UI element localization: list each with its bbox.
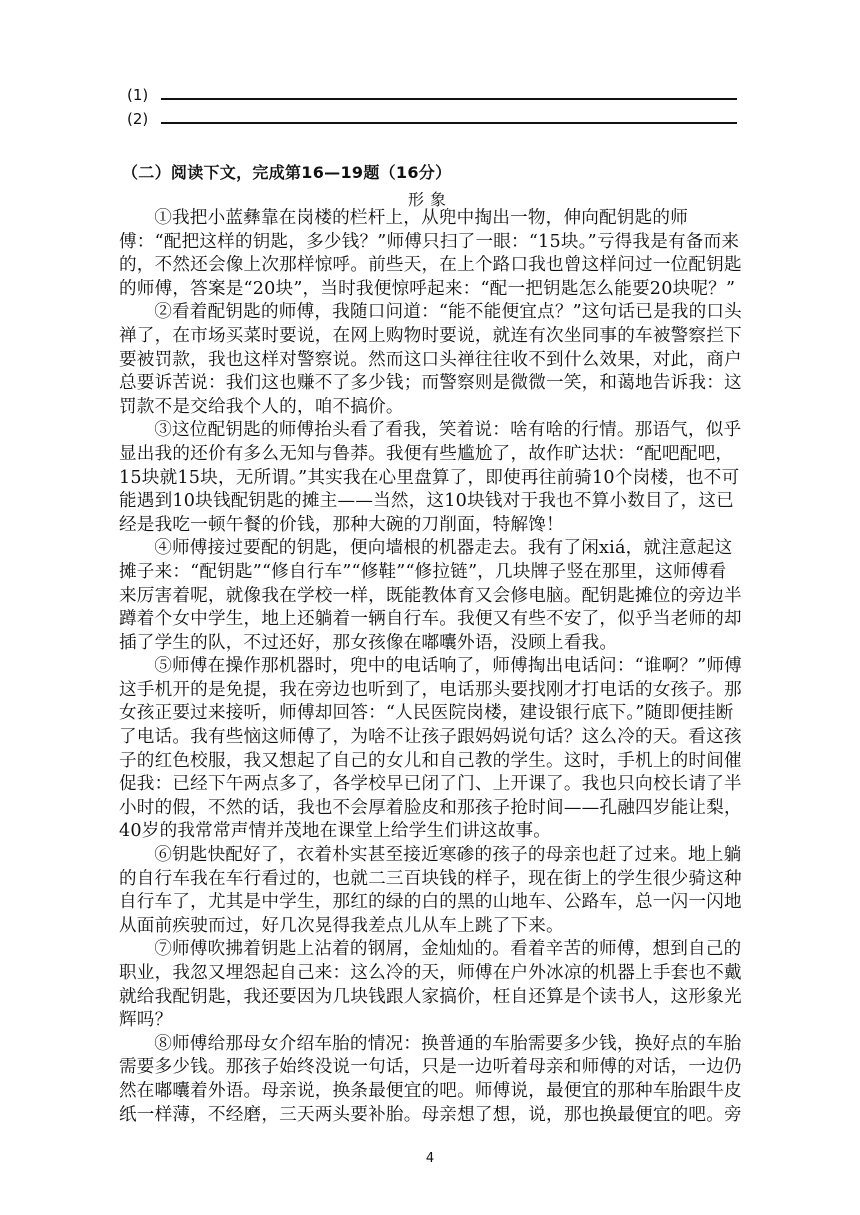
paragraph-2: ②看着配钥匙的师傅，我随口问道：“能不能便宜点？”这句话已是我的口头禅了，在市场买菜时要说，在网上购物时要说，就连有次坐同事的车被警察拦下要被罚款，我也这样对警察说。然而这口头禅往往收不到什么效果，对此，商户总要诉苦说：我们这也赚不了多少钱；而警察则是微微一笑，和蔼地告诉我：这罚款不是交给我个人的，咱不搞价。 <box>119 302 742 417</box>
paragraph-8: ⑧师傅给那母女介绍车胎的情况：换普通的车胎需要多少钱，换好点的车胎需要多少钱。那孩子始终没说一句话，只是一边听着母亲和师傅的对话，一边仍然在嘟囔着外语。母亲说，换条最便宜的吧。师傅说，最便宜的那种车胎跟牛皮纸一样薄，不经磨，三天两头要补胎。母亲想了想，说，那也换最便宜的吧。旁 <box>119 1033 742 1125</box>
answer-label-1: (1) <box>127 86 149 104</box>
answer-blank-2[interactable] <box>161 122 737 124</box>
paragraph-5: ⑤师傅在操作那机器时，兜中的电话响了，师傅掏出电话问：“谁啊？”师傅这手机开的是免提，我在旁边也听到了，电话那头要找刚才打电话的女孩子。那女孩正要过来接听，师傅却回答：“人民医院岗楼，建设银行底下。”随即便挂断了电话。我有些恼这师傅了，为啥不让孩子跟妈妈说句话？这么冷的天。看这孩子的红色校服，我又想起了自己的女儿和自己教的学生。这时，手机上的时间催促我：已经下午两点多了，各学校早已闭了门、上开课了。我也只向校长请了半小时的假，不然的话，我也不会厚着脸皮和那孩子抢时间——孔融四岁能让梨，40岁的我常常声情并茂地在课堂上给学生们讲这故事。 <box>119 656 742 842</box>
article-title: 形象 <box>407 190 452 209</box>
section-heading: （二）阅读下文，完成第16—19题（16分） <box>122 163 452 182</box>
answer-line-1[interactable] <box>127 82 737 104</box>
answer-blank-1[interactable] <box>161 98 737 100</box>
paragraph-1: ①我把小蓝彝靠在岗楼的栏杆上，从兜中掏出一物，伸向配钥匙的师傅：“配把这样的钥匙，多少钱？”师傅只扫了一眼：“15块。”亏得我是有备而来的，不然还会像上次那样惊呼。前些天，在上个路口我也曾这样问过一位配钥匙的师傅，答案是“20块”，当时我便惊呼起来：“配一把钥匙怎么能要20块呢？” <box>119 208 742 299</box>
paragraph-4: ④师傅接过要配的钥匙，便向墙根的机器走去。我有了闲xiá，就注意起这摊子来：“配钥匙”“修自行车”“修鞋”“修拉链”，几块牌子竖在那里，这师傅看来厉害着呢，就像我在学校一样，既能教体育又会修电脑。配钥匙摊位的旁边半蹲着个女中学生，地上还躺着一辆自行车。我便又有些不安了，似乎当老师的却插了学生的队，不过还好，那女孩像在嘟囔外语，没顾上看我。 <box>119 538 742 653</box>
article-body <box>119 207 744 1127</box>
paragraph-7: ⑦师傅吹拂着钥匙上沾着的钢屑，金灿灿的。看着辛苦的师傅，想到自己的职业，我忽又埋怨起自己来：这么冷的天，师傅在户外冰凉的机器上手套也不戴就给我配钥匙，我还要因为几块钱跟人家搞价，枉自还算是个读书人，这形象光辉吗？ <box>119 939 742 1031</box>
paragraph-6: ⑥钥匙快配好了，衣着朴实甚至接近寒碜的孩子的母亲也赶了过来。地上躺的自行车我在车行看过的，也就二三百块钱的样子，现在街上的学生很少骑这种自行车了，尤其是中学生，那红的绿的白的黑的山地车、公路车，总一闪一闪地从面前疾驶而过，好几次晃得我差点儿从车上跳了下来。 <box>119 845 742 936</box>
paragraph-3: ③这位配钥匙的师傅抬头看了看我，笑着说：啥有啥的行情。那语气，似乎显出我的还价有多么无知与鲁莽。我便有些尴尬了，故作旷达状：“配吧配吧，15块就15块，无所谓。”其实我在心里盘算了，即使再往前骑10个岗楼，也不可能遇到10块钱配钥匙的摊主——当然，这10块钱对于我也不算小数目了，这已经是我吃一顿午餐的价钱，那种大碗的刀削面，特解馋！ <box>119 420 742 535</box>
page-number: 4 <box>425 1151 435 1166</box>
answer-label-2: (2) <box>127 110 149 128</box>
answer-line-2[interactable] <box>127 106 737 128</box>
